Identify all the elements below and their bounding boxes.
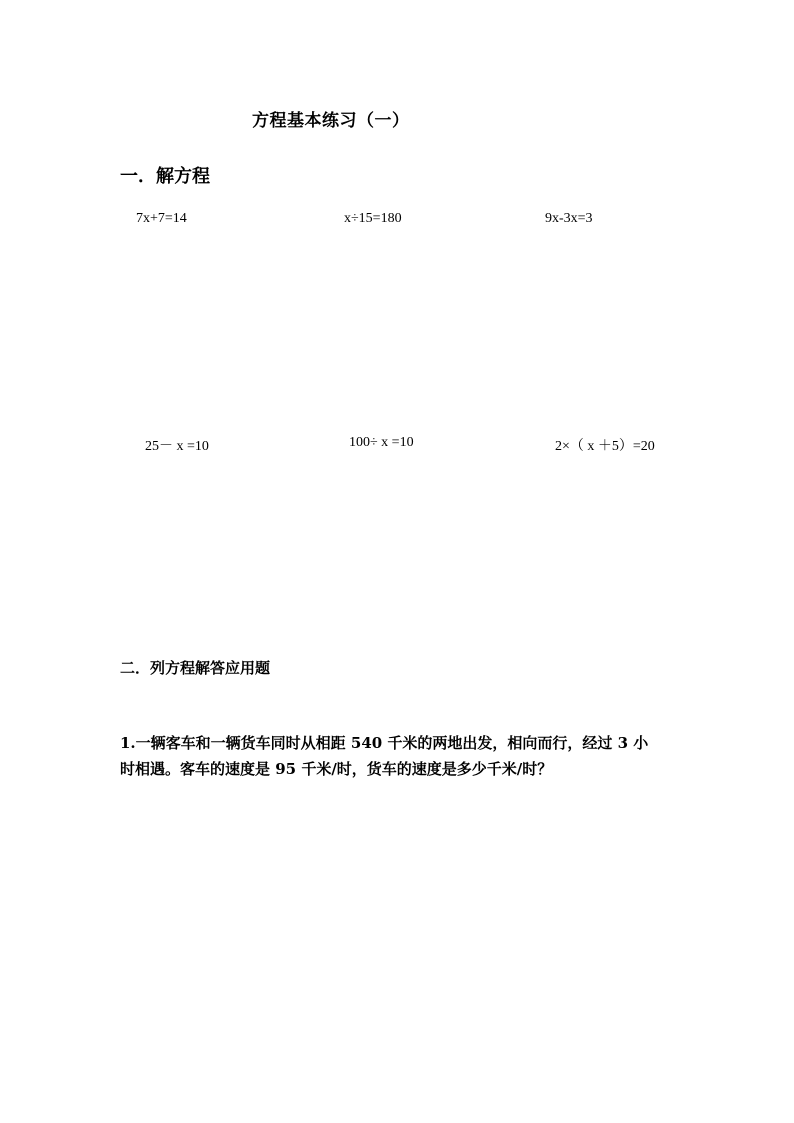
section-heading-word-problems: 二．列方程解答应用题 [120, 659, 271, 677]
word-problem-1 [120, 730, 690, 782]
equation-4: 25－ x =10 [145, 439, 209, 454]
equation-6: 2×（ x ＋5）=20 [555, 439, 655, 454]
page-title: 方程基本练习（一） [252, 111, 410, 131]
equation-1: 7x+7=14 [136, 211, 187, 226]
section-heading-solve-equations: 一．解方程 [120, 166, 210, 187]
word-problem-1-line-2: 时相遇。客车的速度是 95 千米/时，货车的速度是多少千米/时？ [120, 760, 553, 778]
equation-2: x÷15=180 [344, 211, 402, 226]
equation-3: 9x-3x=3 [545, 211, 593, 226]
equation-5: 100÷ x =10 [349, 435, 414, 450]
word-problem-1-line-1: 1.一辆客车和一辆货车同时从相距 540 千米的两地出发，相向而行，经过 3 小 [120, 734, 649, 752]
